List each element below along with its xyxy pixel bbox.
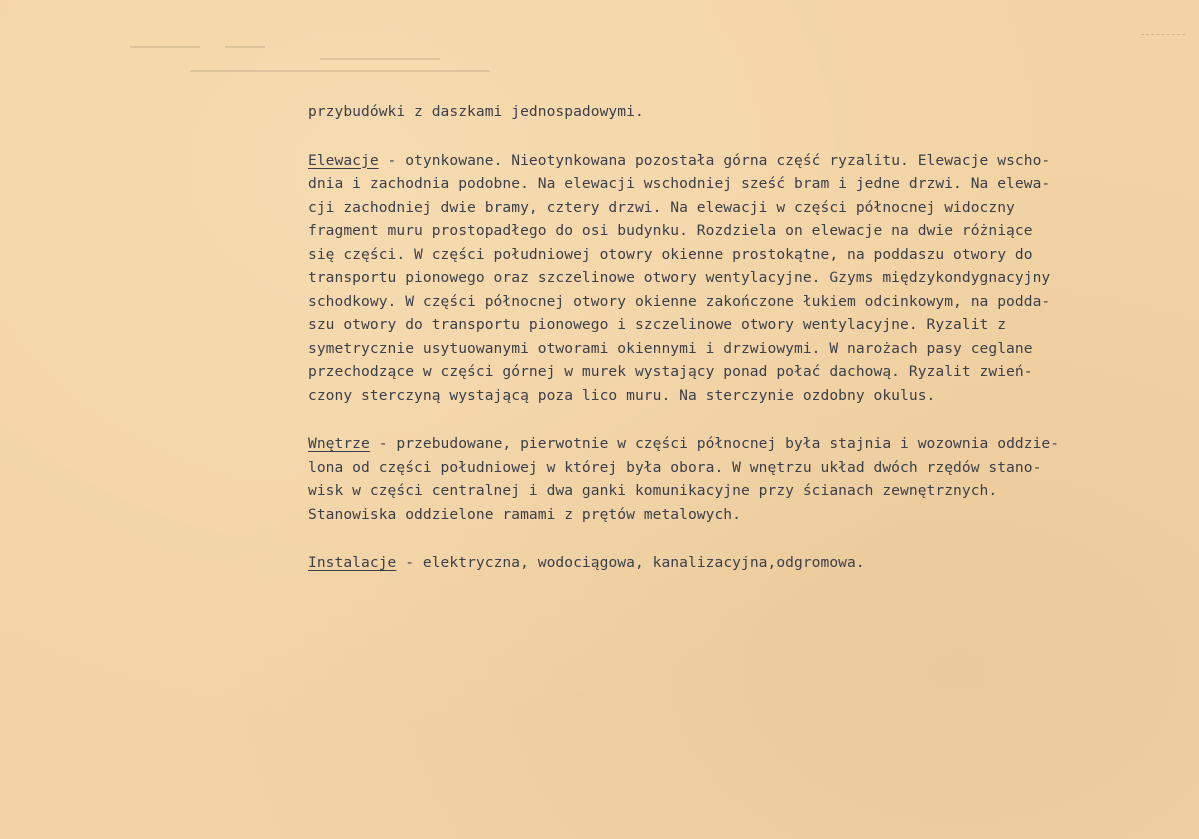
- paragraph-wnetrze: [308, 432, 1188, 526]
- line: przybudówki z daszkami jednospadowymi.: [308, 103, 644, 120]
- corner-mark: [1141, 34, 1185, 45]
- line: dnia i zachodnia podobne. Na elewacji wschodniej sześć bram i jedne drzwi. Na elewa-: [308, 175, 1051, 192]
- paragraph-intro: [308, 100, 1188, 124]
- line: przechodzące w części górnej w murek wystający ponad połać dachową. Ryzalit zwień-: [308, 363, 1033, 380]
- line: symetrycznie usytuowanymi otworami okiennymi i drzwiowymi. W narożach pasy ceglane: [308, 339, 1033, 357]
- line: fragment muru prostopadłego do osi budynku. Rozdziela on elewacje na dwie różniące: [308, 222, 1033, 239]
- line: się części. W części południowej otowry okienne prostokątne, na poddaszu otwory do: [308, 245, 1033, 263]
- line: - otynkowane. Nieotynkowana pozostała górna część ryzalitu. Elewacje wscho-: [378, 151, 1051, 169]
- line: lona od części południowej w której była obora. W wnętrzu układ dwóch rzędów stano-: [308, 458, 1042, 476]
- heading-instalacje: Instalacje: [308, 554, 397, 571]
- line: transportu pionowego oraz szczelinowe otwory wentylacyjne. Gzyms międzykondygnacyjny: [308, 269, 1051, 286]
- line: - przebudowane, pierwotnie w części północnej była stajnia i wozownia oddzie-: [369, 435, 1060, 452]
- line: cji zachodniej dwie bramy, cztery drzwi. Na elewacji w części północnej widoczny: [308, 198, 1015, 216]
- heading-elewacje: Elewacje: [308, 151, 379, 169]
- paragraph-elewacje: [308, 149, 1188, 408]
- line: czony sterczyną wystającą poza lico muru. Na sterczynie ozdobny okulus.: [308, 386, 936, 404]
- heading-wnetrze: Wnętrze: [308, 435, 370, 452]
- line: szu otwory do transportu pionowego i szczelinowe otwory wentylacyjne. Ryzalit z: [308, 316, 1007, 333]
- line: wisk w części centralnej i dwa ganki komunikacyjne przy ścianach zewnętrznych.: [308, 482, 998, 499]
- document-text: [308, 100, 1188, 575]
- paragraph-instalacje: [308, 551, 1188, 575]
- line: - elektryczna, wodociągowa, kanalizacyjna,odgromowa.: [396, 554, 865, 571]
- faint-bleedthrough: [130, 40, 510, 80]
- line: Stanowiska oddzielone ramami z prętów metalowych.: [308, 505, 741, 523]
- line: schodkowy. W części północnej otwory okienne zakończone łukiem odcinkowym, na podda-: [308, 292, 1051, 310]
